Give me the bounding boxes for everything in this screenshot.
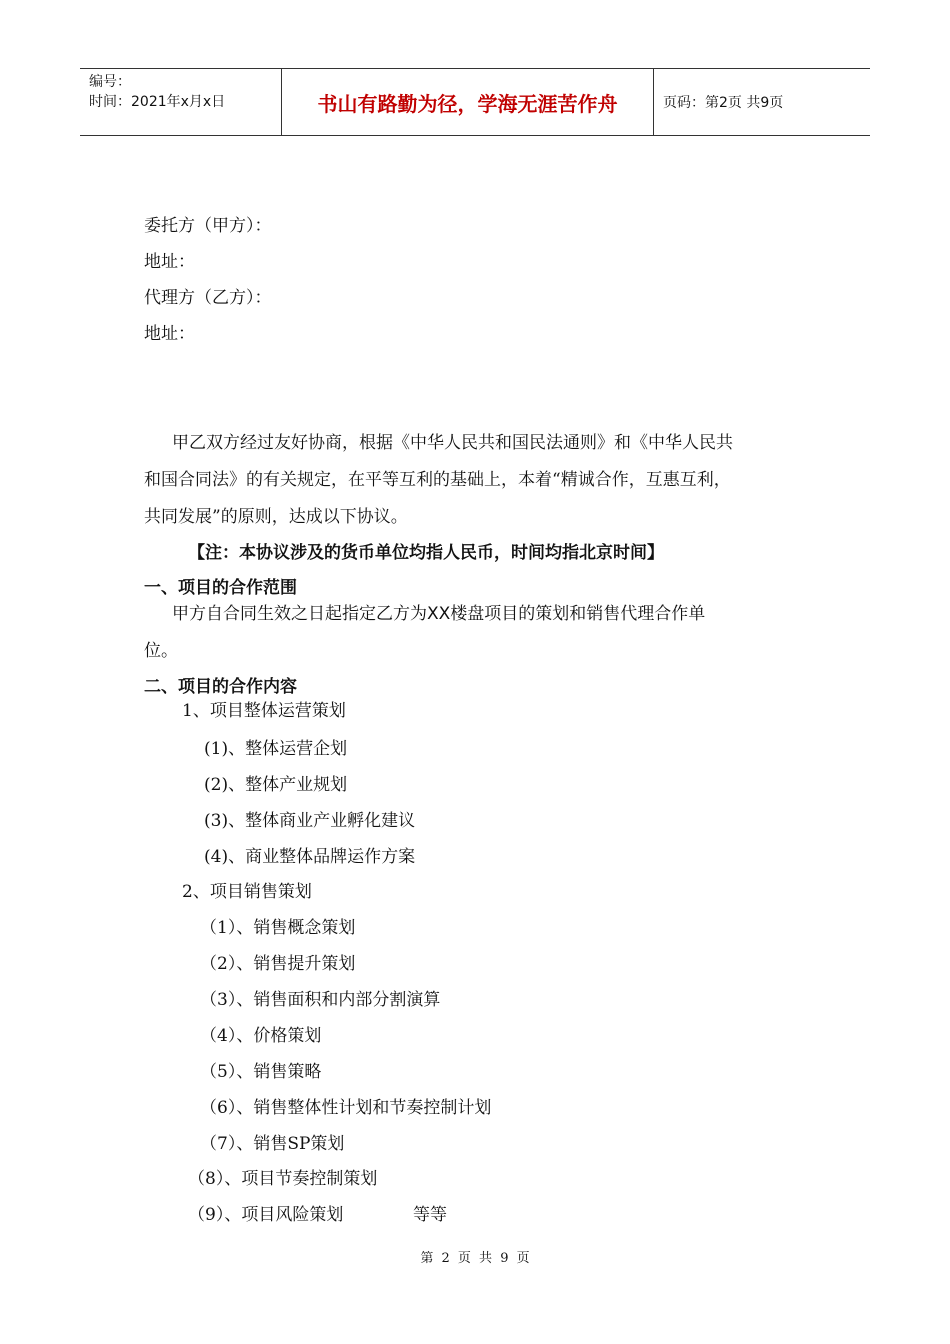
list-item: (1)、整体运营企划 — [204, 739, 348, 759]
subsection-title: 1、项目整体运营策划 — [182, 701, 346, 721]
list-item: （2）、销售提升策划 — [200, 954, 356, 974]
section-heading: 二、项目的合作内容 — [144, 677, 297, 697]
list-item: （6）、销售整体性计划和节奏控制计划 — [200, 1098, 492, 1118]
list-item: （7）、销售SP策划 — [200, 1134, 345, 1154]
document-date-label: 时间：2021年x月x日 — [89, 94, 226, 110]
intro-paragraph-line: 甲乙双方经过友好协商，根据《中华人民共和国民法通则》和《中华人民共 — [172, 433, 733, 453]
agent-party-label: 代理方（乙方）： — [144, 288, 272, 308]
page-header — [80, 68, 870, 136]
section1-text-line: 位。 — [144, 641, 178, 661]
list-item: （8）、项目节奏控制策划 — [188, 1169, 378, 1189]
header-page-info: 页码：第2页 共9页 — [663, 95, 784, 111]
header-motto: 书山有路勤为径，学海无涯苦作舟 — [282, 69, 654, 135]
list-item: (4)、商业整体品牌运作方案 — [204, 847, 416, 867]
intro-paragraph-line: 和国合同法》的有关规定，在平等互利的基础上，本着“精诚合作，互惠互利， — [144, 470, 731, 490]
list-item: (3)、整体商业产业孵化建议 — [204, 811, 416, 831]
list-item: （9）、项目风险策划 — [188, 1205, 344, 1225]
client-address-label: 地址： — [144, 252, 195, 272]
section1-text-line: 甲方自合同生效之日起指定乙方为XX楼盘项目的策划和销售代理合作单 — [172, 604, 706, 624]
document-number-label: 编号： — [89, 74, 131, 90]
page-footer: 第 2 页 共 9 页 — [420, 1251, 530, 1266]
subsection-title: 2、项目销售策划 — [182, 882, 312, 902]
header-info-cell — [80, 69, 282, 135]
section-heading: 一、项目的合作范围 — [144, 578, 297, 598]
agent-address-label: 地址： — [144, 324, 195, 344]
list-item: （5）、销售策略 — [200, 1062, 322, 1082]
list-item: (2)、整体产业规划 — [204, 775, 348, 795]
list-item: （4）、价格策划 — [200, 1026, 322, 1046]
etc-text: 等等 — [413, 1205, 447, 1225]
intro-paragraph-line: 共同发展”的原则，达成以下协议。 — [144, 507, 408, 527]
list-item: （3）、销售面积和内部分割演算 — [200, 990, 441, 1010]
list-item: （1）、销售概念策划 — [200, 918, 356, 938]
currency-note: 【注：本协议涉及的货币单位均指人民币，时间均指北京时间】 — [188, 543, 664, 563]
client-party-label: 委托方（甲方）： — [144, 216, 272, 236]
